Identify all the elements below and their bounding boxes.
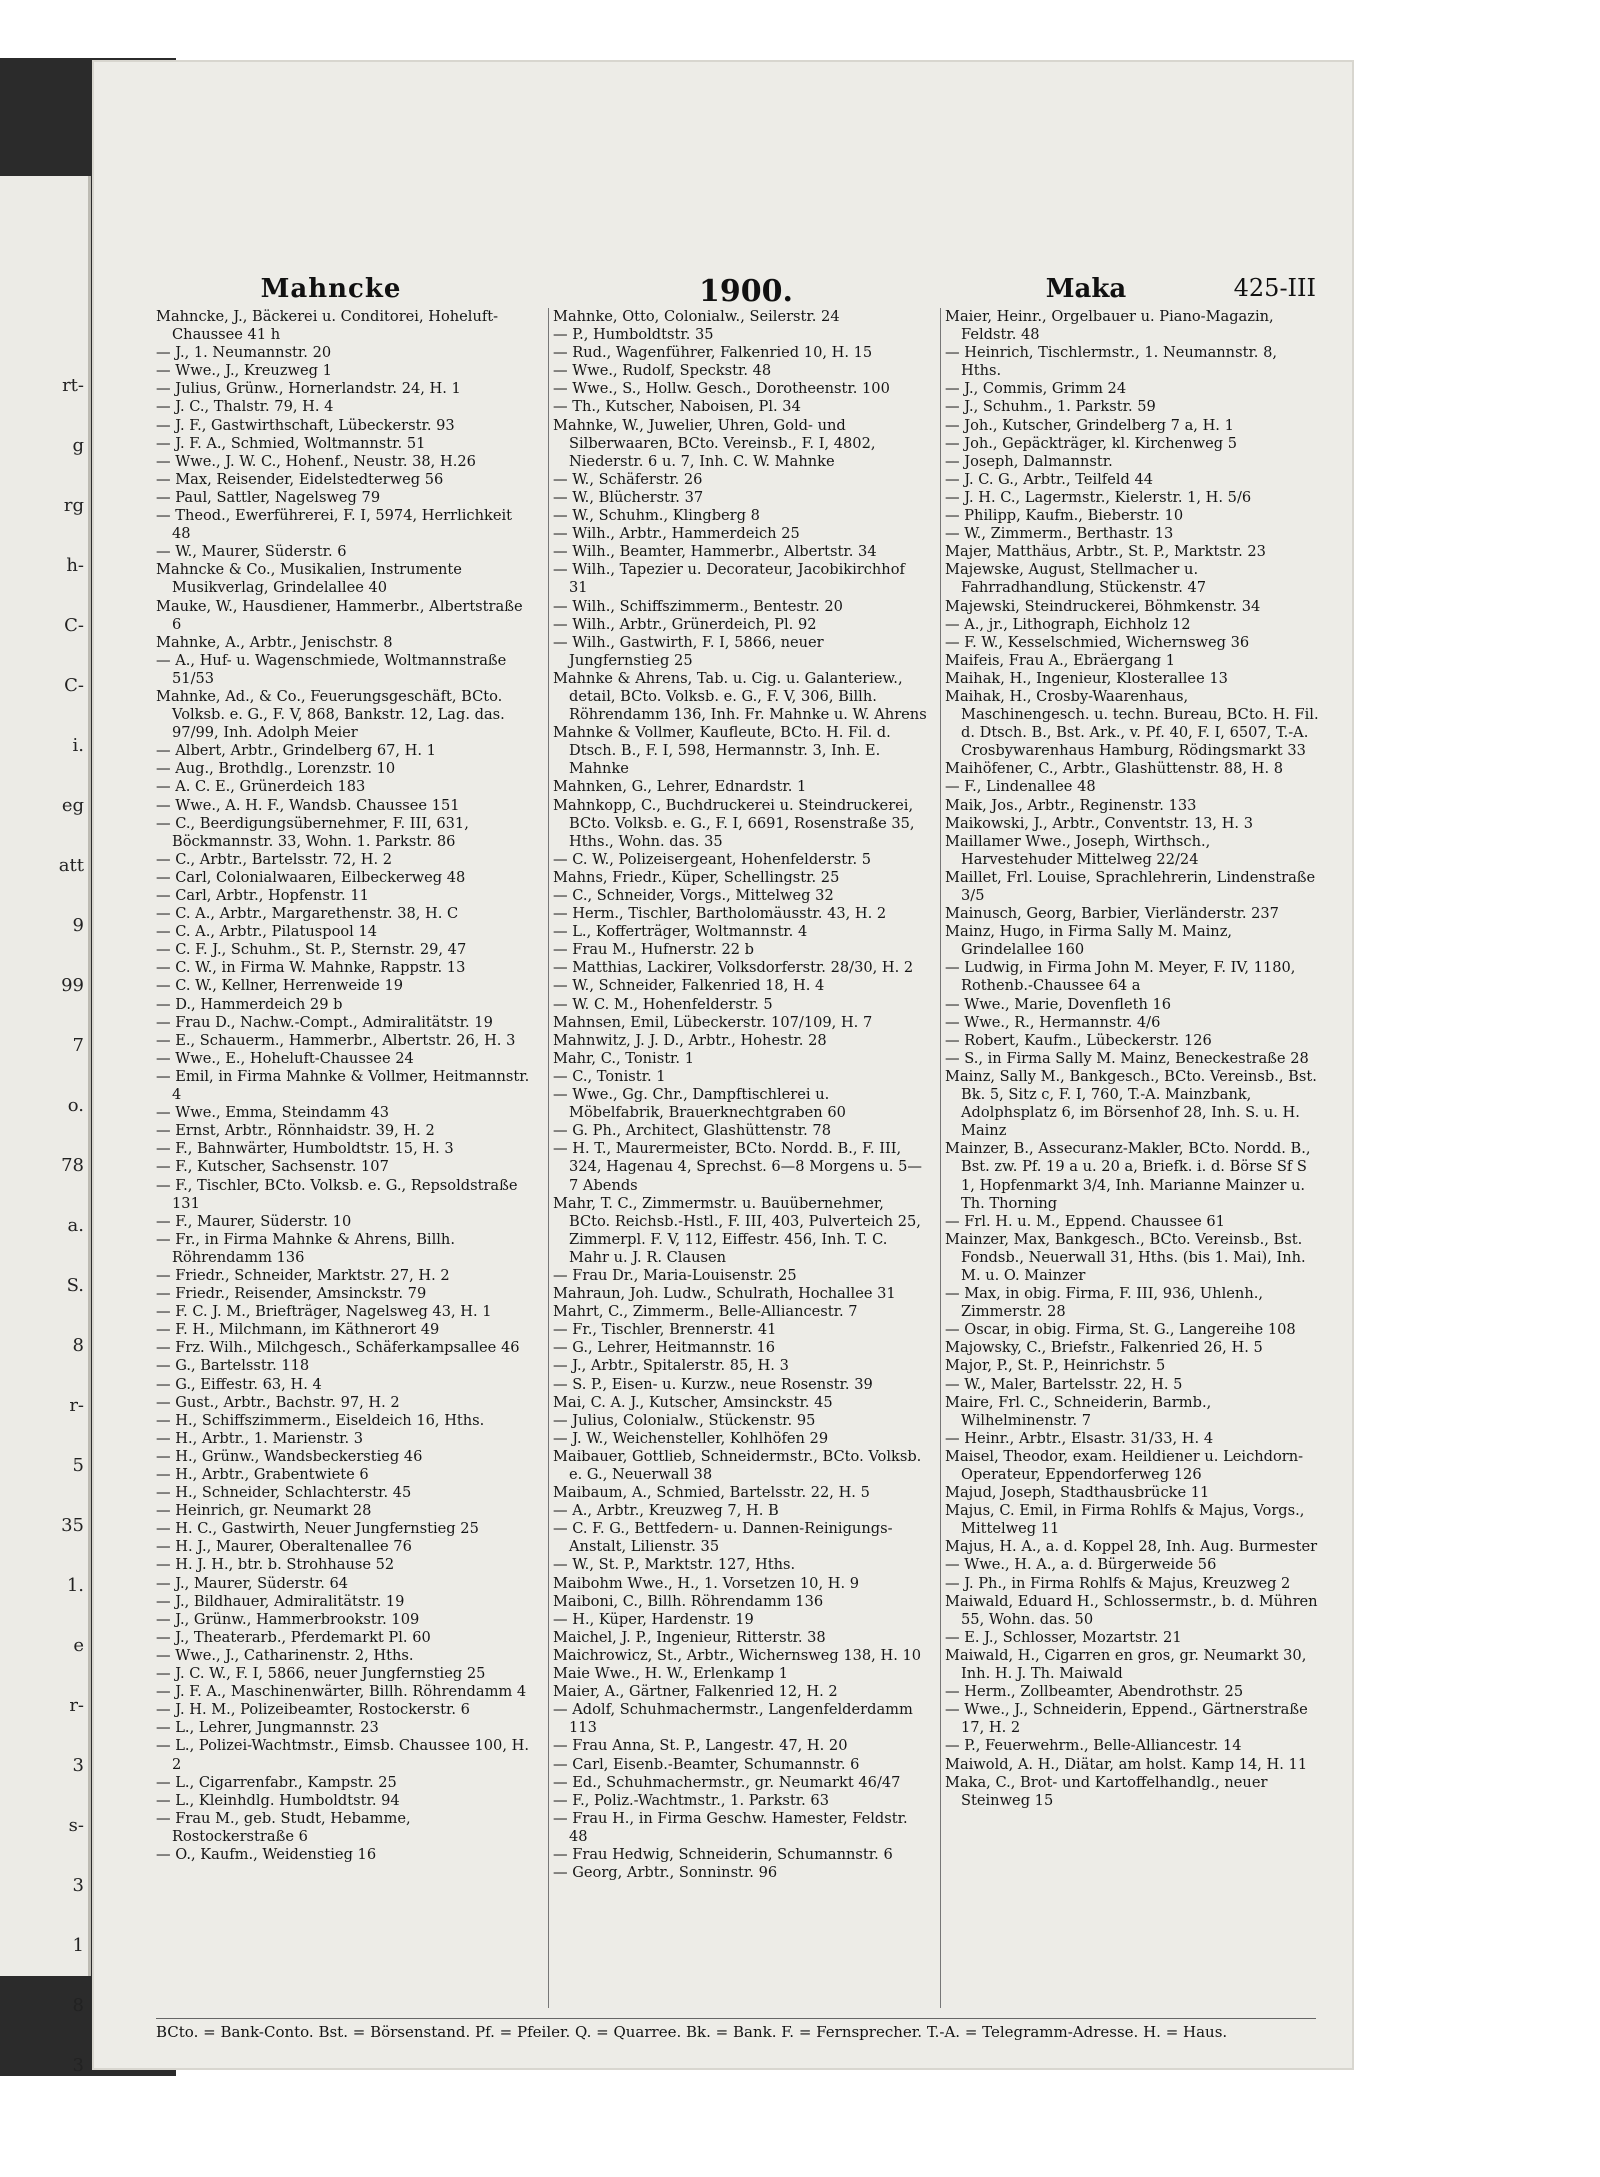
directory-entry: Maka, C., Brot- und Kartoffelhandlg., neuer Steinweg 15 [945,1773,1268,1809]
directory-entry: — S., in Firma Sally M. Mainz, Beneckestraße 28 [945,1049,1309,1067]
directory-entry: — Wwe., S., Hollw. Gesch., Dorotheenstr. 100 [553,380,890,398]
directory-entry: — W., Schäferstr. 26 [553,470,703,488]
directory-entry: — Philipp, Kaufm., Bieberstr. 10 [945,507,1184,525]
directory-entry: Maihak, H., Crosby-Waarenhaus, Maschinengesch. u. techn. Bureau, BCto. H. Fil. d. Dtsch. B., Bst. Ark., v. Pf. 40, F. I, 6507, T.-A. Crosbywarenhaus Hamburg, Rödingsmarkt 33 [945,687,1319,760]
directory-entry: — Heinrich, gr. Neumarkt 28 [156,1502,372,1520]
directory-entry: — H. J., Maurer, Oberaltenallee 76 [156,1538,412,1556]
directory-entry: — Frau M., geb. Studt, Hebamme, Rostockerstraße 6 [156,1809,411,1845]
directory-entry: — Max, Reisender, Eidelstedterweg 56 [156,470,444,488]
directory-entry: Maier, Heinr., Orgelbauer u. Piano-Magazin, Feldstr. 48 [945,308,1274,344]
directory-entry: Mahr, C., Tonistr. 1 [553,1049,694,1067]
directory-entry: Mahnke, A., Arbtr., Jenischstr. 8 [156,633,393,651]
directory-entry: Maire, Frl. C., Schneiderin, Barmb., Wilhelminenstr. 7 [945,1393,1212,1429]
directory-entry: — L., Lehrer, Jungmannstr. 23 [156,1719,379,1737]
directory-entry: — G., Bartelsstr. 118 [156,1357,310,1375]
previous-page-fragment: 8 [72,1335,84,1356]
directory-entry: — J. F. A., Schmied, Woltmannstr. 51 [156,434,426,452]
directory-entry: — W., Maurer, Süderstr. 6 [156,543,347,561]
directory-entry: — J. C. W., F. I, 5866, neuer Jungfernstieg 25 [156,1665,486,1683]
directory-entry: — A. C. E., Grünerdeich 183 [156,778,366,796]
directory-entry: Majer, Matthäus, Arbtr., St. P., Marktstr. 23 [945,543,1266,561]
directory-entry: Mahncke, J., Bäckerei u. Conditorei, Hoheluft-Chaussee 41 h [156,308,499,344]
directory-entry: — Wwe., E., Hoheluft-Chaussee 24 [156,1049,414,1067]
directory-entry: — Wwe., J. W. C., Hohenf., Neustr. 38, H.26 [156,452,476,470]
directory-entry: — J., Maurer, Süderstr. 64 [156,1574,349,1592]
previous-page-fragment: att [58,855,84,876]
directory-entry: — W., Zimmerm., Berthastr. 13 [945,525,1174,543]
directory-entry: — Albert, Arbtr., Grindelberg 67, H. 1 [156,742,436,760]
directory-entry: Mahrt, C., Zimmerm., Belle-Alliancestr. 7 [553,1303,858,1321]
directory-entry: Maichel, J. P., Ingenieur, Ritterstr. 38 [553,1628,826,1646]
directory-entry: — Matthias, Lackirer, Volksdorferstr. 28/30, H. 2 [553,959,914,977]
directory-entry: — Wwe., Marie, Dovenfleth 16 [945,995,1172,1013]
directory-entry: — F., Maurer, Süderstr. 10 [156,1212,352,1230]
previous-page-fragment: g [72,435,84,456]
previous-page-fragment: s- [68,1815,84,1836]
directory-entry: Mahnke, Ad., & Co., Feuerungsgeschäft, BCto. Volksb. e. G., F. V, 868, Bankstr. 12, Lag. das. 97/99, Inh. Adolph Meier [156,687,505,742]
directory-entry: — Rud., Wagenführer, Falkenried 10, H. 15 [553,344,873,362]
previous-page-fragment: 35 [61,1515,84,1536]
previous-page-fragment: 3 [72,2055,84,2076]
directory-entry: — J., Schuhm., 1. Parkstr. 59 [945,398,1156,416]
directory-entry: — Joh., Kutscher, Grindelberg 7 a, H. 1 [945,416,1234,434]
directory-entry: — Wwe., J., Kreuzweg 1 [156,362,332,380]
directory-column-1 [156,308,534,2008]
directory-entry: Majewski, Steindruckerei, Böhmkenstr. 34 [945,597,1261,615]
directory-entry: — H., Arbtr., 1. Marienstr. 3 [156,1429,364,1447]
directory-entry: — J. H. C., Lagermstr., Kielerstr. 1, H. 5/6 [945,488,1252,506]
directory-entry: — C. A., Arbtr., Margarethenstr. 38, H. C [156,905,459,923]
directory-entry: — L., Kleinhdlg. Humboldtstr. 94 [156,1791,400,1809]
directory-entry: — J. Ph., in Firma Rohlfs & Majus, Kreuzweg 2 [945,1574,1291,1592]
directory-entry: — Wilh., Arbtr., Hammerdeich 25 [553,525,800,543]
directory-entry: — F., Bahnwärter, Humboldtstr. 15, H. 3 [156,1140,454,1158]
directory-entry: — Ernst, Arbtr., Rönnhaidstr. 39, H. 2 [156,1122,435,1140]
previous-page-fragment: eg [61,795,84,816]
directory-entry: — Wilh., Schiffszimmerm., Bentestr. 20 [553,597,843,615]
directory-entry: Maihöfener, C., Arbtr., Glashüttenstr. 88, H. 8 [945,760,1284,778]
directory-entry: — Frau D., Nachw.-Compt., Admiralitätstr. 19 [156,1013,493,1031]
directory-entry: Maik, Jos., Arbtr., Reginenstr. 133 [945,796,1197,814]
directory-entry: Mahnke, Otto, Colonialw., Seilerstr. 24 [553,308,840,325]
directory-entry: — C. W., in Firma W. Mahnke, Rappstr. 13 [156,959,466,977]
previous-page-fragment: 7 [72,1035,84,1056]
directory-entry: — G., Eiffestr. 63, H. 4 [156,1375,322,1393]
directory-entry: — J., Bildhauer, Admiralitätstr. 19 [156,1592,405,1610]
previous-page-edge [0,176,91,2076]
directory-entry: — Frau M., Hufnerstr. 22 b [553,941,755,959]
directory-entry: Major, P., St. P., Heinrichstr. 5 [945,1357,1166,1375]
directory-entry: — D., Hammerdeich 29 b [156,995,343,1013]
directory-entry: — H., Küper, Hardenstr. 19 [553,1610,754,1628]
directory-entry: Mahr, T. C., Zimmermstr. u. Bauübernehmer, BCto. Reichsb.-Hstl., F. III, 403, Pulverteich 25, Zimmerpl. F. V, 112, Eiffestr. 456, Inh. T. C. Mahr u. J. R. Clausen [553,1194,921,1266]
directory-entry: — Frau Anna, St. P., Langestr. 47, H. 20 [553,1737,848,1755]
previous-page-fragment: 5 [72,1455,84,1476]
directory-entry: Mahnke & Vollmer, Kaufleute, BCto. H. Fil. d. Dtsch. B., F. I, 598, Hermannstr. 3, Inh. E. Mahnke [553,724,891,778]
previous-page-fragment: 1. [66,1575,84,1596]
directory-entry: — Th., Kutscher, Naboisen, Pl. 34 [553,398,801,416]
directory-entry: — Paul, Sattler, Nagelsweg 79 [156,488,381,506]
directory-entry: Maiboni, C., Billh. Röhrendamm 136 [553,1592,824,1610]
directory-entry: — Carl, Colonialwaaren, Eilbeckerweg 48 [156,868,466,886]
directory-entry: Mai, C. A. J., Kutscher, Amsinckstr. 45 [553,1393,833,1411]
directory-entry: — Joh., Gepäckträger, kl. Kirchenweg 5 [945,434,1238,452]
header-first-name: Mahncke [260,274,402,304]
header-last-name: Maka [1045,274,1127,304]
directory-entry: — Aug., Brothdlg., Lorenzstr. 10 [156,760,396,778]
directory-entry: — Oscar, in obig. Firma, St. G., Langereihe 108 [945,1321,1296,1339]
directory-entry: Majud, Joseph, Stadthausbrücke 11 [945,1484,1210,1502]
directory-entry: — Georg, Arbtr., Sonninstr. 96 [553,1864,778,1882]
previous-page-fragment: i. [72,735,84,756]
directory-entry: Majus, C. Emil, in Firma Rohlfs & Majus, Vorgs., Mittelweg 11 [945,1502,1305,1538]
directory-entry: — J., Commis, Grimm 24 [945,380,1127,398]
directory-entry: Maifeis, Frau A., Ebräergang 1 [945,651,1176,669]
previous-page-fragment: o. [67,1095,84,1116]
directory-entry: — Julius, Colonialw., Stückenstr. 95 [553,1411,816,1429]
directory-entry: — Carl, Eisenb.-Beamter, Schumannstr. 6 [553,1755,860,1773]
directory-entry: — H., Schiffszimmerm., Eiseldeich 16, Hths. [156,1411,485,1429]
header-year: 1900. [699,274,793,309]
directory-entry: — Wwe., Emma, Steindamm 43 [156,1104,390,1122]
directory-entry: Maikowski, J., Arbtr., Conventstr. 13, H. 3 [945,814,1253,832]
directory-entry: — Herm., Tischler, Bartholomäusstr. 43, H. 2 [553,905,887,923]
directory-entry: — Wwe., Gg. Chr., Dampftischlerei u. Möbelfabrik, Brauerknechtgraben 60 [553,1086,846,1122]
directory-entry: — H., Grünw., Wandsbeckerstieg 46 [156,1447,423,1465]
directory-entry: — C., Schneider, Vorgs., Mittelweg 32 [553,887,834,904]
directory-entry: — C. W., Polizeisergeant, Hohenfelderstr. 5 [553,850,872,868]
directory-entry: — F. H., Milchmann, im Käthnerort 49 [156,1321,440,1339]
directory-entry: — J., Grünw., Hammerbrookstr. 109 [156,1610,420,1628]
directory-page [92,60,1354,2070]
directory-entry: — E., Schauerm., Hammerbr., Albertstr. 26, H. 3 [156,1031,516,1049]
directory-entry: — Carl, Arbtr., Hopfenstr. 11 [156,887,369,904]
directory-entry: — F. C. J. M., Briefträger, Nagelsweg 43, H. 1 [156,1303,492,1321]
directory-entry: — W., St. P., Marktstr. 127, Hths. [553,1556,796,1574]
previous-page-fragment: 78 [61,1155,84,1176]
directory-columns [156,308,1319,2008]
directory-entry: — Julius, Grünw., Hornerlandstr. 24, H. 1 [156,380,461,398]
directory-entry: Majowsky, C., Briefstr., Falkenried 26, H. 5 [945,1339,1263,1357]
previous-page-fragment: a. [67,1215,84,1236]
directory-entry: Majewske, August, Stellmacher u. Fahrradhandlung, Stückenstr. 47 [945,561,1207,597]
directory-entry: — O., Kaufm., Weidenstieg 16 [156,1845,377,1863]
directory-entry: — G. Ph., Architect, Glashüttenstr. 78 [553,1122,832,1140]
directory-entry: — Wwe., J., Schneiderin, Eppend., Gärtnerstraße 17, H. 2 [945,1701,1308,1737]
directory-entry: — Frl. H. u. M., Eppend. Chaussee 61 [945,1212,1225,1230]
directory-entry: Mainusch, Georg, Barbier, Vierländerstr. 237 [945,905,1279,923]
directory-entry: — Wwe., H. A., a. d. Bürgerweide 56 [945,1556,1217,1574]
directory-entry: — C., Beerdigungsübernehmer, F. III, 631, Böckmannstr. 33, Wohn. 1. Parkstr. 86 [156,814,469,850]
previous-page-fragment: C- [64,615,84,636]
directory-entry: Maibohm Wwe., H., 1. Vorsetzen 10, H. 9 [553,1574,860,1592]
previous-page-fragment: h- [66,555,84,576]
directory-entry: — F., Lindenallee 48 [945,778,1096,796]
directory-entry: — Wilh., Tapezier u. Decorateur, Jacobikirchhof 31 [553,561,905,597]
directory-entry: — A., Arbtr., Kreuzweg 7, H. B [553,1502,779,1520]
directory-entry: Maihak, H., Ingenieur, Klosterallee 13 [945,669,1228,687]
directory-entry: Maiwald, H., Cigarren en gros, gr. Neumarkt 30, Inh. H. J. Th. Maiwald [945,1646,1307,1683]
directory-entry: — L., Cigarrenfabr., Kampstr. 25 [156,1773,397,1791]
directory-entry: — J. W., Weichensteller, Kohlhöfen 29 [553,1429,829,1447]
previous-page-fragment: S. [66,1275,84,1296]
directory-entry: — J. F., Gastwirthschaft, Lübeckerstr. 93 [156,416,455,434]
directory-entry: Mahraun, Joh. Ludw., Schulrath, Hochallee 31 [553,1285,896,1303]
directory-entry: — W., Blücherstr. 37 [553,488,704,506]
directory-entry: — C. W., Kellner, Herrenweide 19 [156,977,404,995]
page-content [156,210,1319,2041]
previous-page-fragment: r- [69,1395,84,1416]
directory-entry: — G., Lehrer, Heitmannstr. 16 [553,1339,776,1357]
directory-entry: — Ludwig, in Firma John M. Meyer, F. IV, 1180, Rothenb.-Chaussee 64 a [945,959,1296,995]
directory-entry: — J. C. G., Arbtr., Teilfeld 44 [945,470,1154,488]
directory-entry: — Frau H., in Firma Geschw. Hamester, Feldstr. 48 [553,1809,908,1845]
directory-entry: — C., Arbtr., Bartelsstr. 72, H. 2 [156,850,393,868]
directory-entry: — Gust., Arbtr., Bachstr. 97, H. 2 [156,1393,400,1411]
directory-entry: — J. F. A., Maschinenwärter, Billh. Röhrendamm 4 [156,1683,527,1701]
directory-entry: Mainzer, B., Assecuranz-Makler, BCto. Nordd. B., Bst. zw. Pf. 19 a u. 20 a, Briefk. i. d. Börse Sf S 1, Hopfenmarkt 3/4, Inh. Marianne Mainzer u. Th. Thorning [945,1140,1311,1212]
directory-entry: — Ed., Schuhmachermstr., gr. Neumarkt 46/47 [553,1773,901,1791]
previous-page-fragment: e [73,1635,84,1656]
directory-entry: — W., Schneider, Falkenried 18, H. 4 [553,977,825,995]
directory-entry: Mauke, W., Hausdiener, Hammerbr., Albertstraße 6 [156,597,523,633]
directory-entry: Maiwald, Eduard H., Schlossermstr., b. d. Mühren 55, Wohn. das. 50 [945,1592,1318,1628]
directory-entry: Mahncke & Co., Musikalien, Instrumente Musikverlag, Grindelallee 40 [156,561,462,597]
directory-entry: — J. H. M., Polizeibeamter, Rostockerstr. 6 [156,1701,470,1719]
directory-entry: — Friedr., Schneider, Marktstr. 27, H. 2 [156,1266,450,1284]
directory-entry: — F. W., Kesselschmied, Wichernsweg 36 [945,633,1250,651]
directory-entry: Maier, A., Gärtner, Falkenried 12, H. 2 [553,1683,838,1701]
previous-page-fragment: 99 [61,975,84,996]
previous-page-text [4,356,84,2096]
directory-entry: — L., Polizei-Wachtmstr., Eimsb. Chaussee 100, H. 2 [156,1737,529,1773]
directory-entry: — P., Feuerwehrm., Belle-Alliancestr. 14 [945,1737,1242,1755]
directory-entry: — F., Kutscher, Sachsenstr. 107 [156,1158,389,1176]
previous-page-fragment: 8 [72,1995,84,2016]
previous-page-fragment: rt- [62,375,84,396]
directory-entry: Mainzer, Max, Bankgesch., BCto. Vereinsb., Bst. Fondsb., Neuerwall 31, Hths. (bis 1. Mai), Inh. M. u. O. Mainzer [945,1230,1306,1284]
directory-entry: — Wilh., Beamter, Hammerbr., Albertstr. 34 [553,543,877,561]
directory-column-2 [548,308,927,2008]
previous-page-fragment: 9 [72,915,84,936]
directory-entry: — F., Poliz.-Wachtmstr., 1. Parkstr. 63 [553,1791,829,1809]
previous-page-fragment: r- [69,1695,84,1716]
directory-entry: Maichrowicz, St., Arbtr., Wichernsweg 138, H. 10 [553,1646,922,1664]
directory-entry: Maie Wwe., H. W., Erlenkamp 1 [553,1665,788,1683]
directory-entry: Mainz, Hugo, in Firma Sally M. Mainz, Grindelallee 160 [945,923,1233,959]
directory-entry: — Frau Dr., Maria-Louisenstr. 25 [553,1266,797,1284]
previous-page-fragment: 1 [72,1935,84,1956]
directory-entry: — C. A., Arbtr., Pilatuspool 14 [156,923,378,941]
directory-entry: — Adolf, Schuhmachermstr., Langenfelderdamm 113 [553,1701,913,1737]
directory-entry: — Wilh., Arbtr., Grünerdeich, Pl. 92 [553,615,817,633]
directory-entry: — F., Tischler, BCto. Volksb. e. G., Repsoldstraße 131 [156,1176,518,1212]
directory-entry: Maiwold, A. H., Diätar, am holst. Kamp 14, H. 11 [945,1755,1308,1773]
directory-entry: — Frau Hedwig, Schneiderin, Schumannstr. 6 [553,1845,893,1863]
directory-entry: — Wwe., A. H. F., Wandsb. Chaussee 151 [156,796,460,814]
directory-entry: Mainz, Sally M., Bankgesch., BCto. Vereinsb., Bst. Bk. 5, Sitz c, F. I, 760, T.-A. Mainzbank, Adolphsplatz 6, im Börsenhof 28, Inh. S. u. H. Mainz [945,1067,1317,1140]
directory-entry: — W., Schuhm., Klingberg 8 [553,507,760,525]
previous-page-fragment: 3 [72,1875,84,1896]
directory-entry: — H. C., Gastwirth, Neuer Jungfernstieg 25 [156,1520,479,1538]
directory-entry: — Fr., in Firma Mahnke & Ahrens, Billh. Röhrendamm 136 [156,1230,455,1266]
directory-entry: Mahnwitz, J. J. D., Arbtr., Hohestr. 28 [553,1031,827,1049]
directory-entry: — C., Tonistr. 1 [553,1067,666,1085]
directory-entry: — Wwe., J., Catharinenstr. 2, Hths. [156,1646,414,1664]
directory-entry: Majus, H. A., a. d. Koppel 28, Inh. Aug. Burmester [945,1538,1318,1556]
directory-entry: — E. J., Schlosser, Mozartstr. 21 [945,1628,1182,1646]
directory-entry: — Fr., Tischler, Brennerstr. 41 [553,1321,777,1339]
directory-entry: Maillet, Frl. Louise, Sprachlehrerin, Lindenstraße 3/5 [945,868,1316,904]
directory-entry: Maillamer Wwe., Joseph, Wirthsch., Harvestehuder Mittelweg 22/24 [945,832,1211,868]
directory-entry: — H. J. H., btr. b. Strohhause 52 [156,1556,395,1574]
directory-column-3 [940,308,1319,2008]
previous-page-fragment: 3 [72,1755,84,1776]
directory-entry: — Wilh., Gastwirth, F. I, 5866, neuer Jungfernstieg 25 [553,633,824,669]
directory-entry: Mahnke & Ahrens, Tab. u. Cig. u. Galanteriew., detail, BCto. Volksb. e. G., F. V, 306, Billh. Röhrendamm 136, Inh. Fr. Mahnke u. W. Ahrens [553,669,927,724]
directory-entry: — C. F. G., Bettfedern- u. Dannen-Reinigungs-Anstalt, Lilienstr. 35 [553,1520,893,1556]
directory-entry: — C. F. J., Schuhm., St. P., Sternstr. 29, 47 [156,941,467,959]
page-number: 425-III [1233,274,1316,302]
directory-entry: — W. C. M., Hohenfelderstr. 5 [553,995,773,1013]
directory-entry: — Max, in obig. Firma, F. III, 936, Uhlenh., Zimmerstr. 28 [945,1285,1264,1321]
directory-entry: Maibauer, Gottlieb, Schneidermstr., BCto. Volksb. e. G., Neuerwall 38 [553,1447,922,1483]
directory-entry: — J., Arbtr., Spitalerstr. 85, H. 3 [553,1357,789,1375]
directory-entry: — S. P., Eisen- u. Kurzw., neue Rosenstr. 39 [553,1375,873,1393]
directory-entry: — A., jr., Lithograph, Eichholz 12 [945,615,1191,633]
directory-entry: — J., Theaterarb., Pferdemarkt Pl. 60 [156,1628,431,1646]
directory-entry: — Friedr., Reisender, Amsinckstr. 79 [156,1285,427,1303]
directory-entry: Mahns, Friedr., Küper, Schellingstr. 25 [553,868,840,886]
directory-entry: Mahnke, W., Juwelier, Uhren, Gold- und Silberwaaren, BCto. Vereinsb., F. I, 4802, Niederstr. 6 u. 7, Inh. C. W. Mahnke [553,416,876,470]
directory-entry: — Heinr., Arbtr., Elsastr. 31/33, H. 4 [945,1429,1214,1447]
directory-entry: — Joseph, Dalmannstr. [945,452,1113,470]
directory-entry: — Theod., Ewerführerei, F. I, 5974, Herrlichkeit 48 [156,507,512,543]
directory-entry: — Heinrich, Tischlermstr., 1. Neumannstr. 8, Hths. [945,344,1278,380]
directory-entry: — Robert, Kaufm., Lübeckerstr. 126 [945,1031,1212,1049]
directory-entry: — H., Schneider, Schlachterstr. 45 [156,1484,412,1502]
directory-entry: — L., Kofferträger, Woltmannstr. 4 [553,923,808,941]
directory-entry: — H. T., Maurermeister, BCto. Nordd. B., F. III, 324, Hagenau 4, Sprechst. 6—8 Morgens u. 5—7 Abends [553,1140,922,1194]
directory-entry: — Herm., Zollbeamter, Abendrothstr. 25 [945,1683,1244,1701]
directory-entry: — Wwe., R., Hermannstr. 4/6 [945,1013,1161,1031]
directory-entry: — H., Arbtr., Grabentwiete 6 [156,1466,369,1483]
directory-entry: — W., Maler, Bartelsstr. 22, H. 5 [945,1375,1183,1393]
directory-entry: Maibaum, A., Schmied, Bartelsstr. 22, H. 5 [553,1484,870,1502]
abbreviation-legend: BCto. = Bank-Conto. Bst. = Börsenstand. Pf. = Pfeiler. Q. = Quarree. Bk. = Bank. F. = Fernsprecher. T.-A. = Telegramm-Adresse. H. = Haus. [156,2018,1316,2041]
directory-entry: Mahnsen, Emil, Lübeckerstr. 107/109, H. 7 [553,1013,873,1031]
directory-entry: — Frz. Wilh., Milchgesch., Schäferkampsallee 46 [156,1339,520,1357]
directory-entry: Mahnkopp, C., Buchdruckerei u. Steindruckerei, BCto. Volksb. e. G., F. I, 6691, Rosenstraße 35, Hths., Wohn. das. 35 [553,796,915,850]
directory-entry: Maisel, Theodor, exam. Heildiener u. Leichdorn-Operateur, Eppendorferweg 126 [945,1447,1304,1483]
previous-page-fragment: rg [63,495,84,516]
previous-page-fragment: C- [64,675,84,696]
directory-entry: — Wwe., Rudolf, Speckstr. 48 [553,362,772,380]
directory-entry: — P., Humboldtstr. 35 [553,326,714,344]
directory-entry: — Emil, in Firma Mahnke & Vollmer, Heitmannstr. 4 [156,1067,530,1104]
directory-entry: — J. C., Thalstr. 79, H. 4 [156,398,334,416]
directory-entry: — A., Huf- u. Wagenschmiede, Woltmannstraße 51/53 [156,651,507,687]
directory-entry: Mahnken, G., Lehrer, Ednardstr. 1 [553,778,807,796]
directory-entry: — J., 1. Neumannstr. 20 [156,344,332,362]
